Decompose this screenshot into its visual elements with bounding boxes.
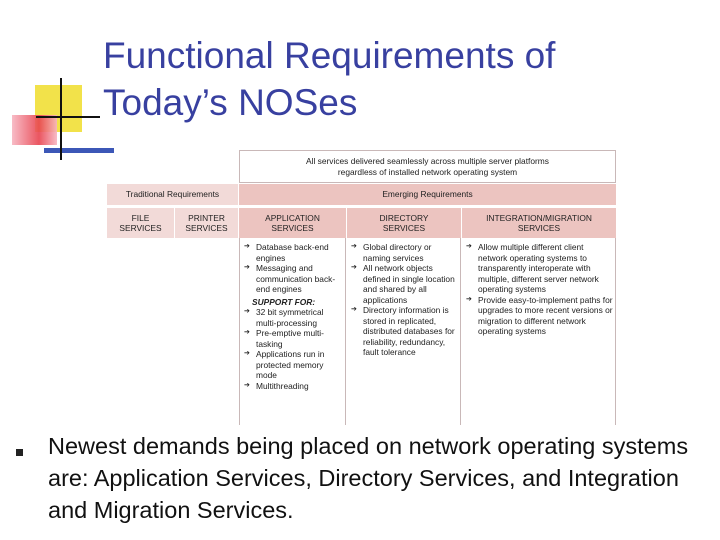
bullet-marker (16, 449, 23, 456)
list-item: ➔ Pre-emptive multi-tasking (244, 328, 343, 349)
header-line: DIRECTORY (379, 212, 429, 223)
traditional-requirements-header: Traditional Requirements (107, 184, 238, 205)
list-item: ➔ Messaging and communication back-end engines (244, 263, 343, 295)
header-line: SERVICES (185, 223, 228, 233)
slide-title-line-1: Functional Requirements of (103, 35, 556, 76)
list-item: ➔ Database back-end engines (244, 242, 343, 263)
list-item: ➔ Global directory or naming services (351, 242, 458, 263)
header-line: INTEGRATION/MIGRATION (486, 212, 592, 223)
header-line: APPLICATION (265, 212, 320, 223)
application-services-header (239, 208, 346, 238)
logo-vertical-line (60, 78, 62, 160)
list-item: ➔ Provide easy-to-implement paths for upgrades to more recent versions or migration to different network operating systems (466, 295, 613, 337)
list-item: ➔ Applications run in protected memory mode (244, 349, 343, 381)
support-for-label: SUPPORT FOR: (252, 296, 316, 307)
header-line: FILE (131, 212, 150, 223)
list-item: ➔ Directory information is stored in replicated, distributed databases for reliability, redundancy, fault tolerance (351, 305, 458, 358)
header-line: PRINTER (188, 212, 225, 223)
directory-services-header (347, 208, 461, 238)
header-line: SERVICES (517, 223, 561, 233)
figure-top-line-1: All services delivered seamlessly across multiple server platforms (306, 156, 549, 166)
integration-migration-services-header (462, 208, 616, 238)
list-item: ➔ Allow multiple different client network operating systems to transparently interoperate with multiple, different server network operating systems (466, 242, 613, 295)
list-item: ➔ Multithreading (244, 381, 343, 392)
header-line: SERVICES (119, 223, 162, 233)
bullet-text: Newest demands being placed on network operating systems are: Application Services, Directory Services, and Integration and Migration Services. (48, 433, 689, 523)
slide-logo (0, 0, 110, 170)
logo-pink-square (12, 115, 57, 145)
application-services-column (239, 238, 346, 425)
header-line: SERVICES (382, 223, 426, 233)
integration-migration-column (462, 238, 616, 425)
logo-horizontal-line (36, 116, 100, 118)
figure-top-banner (239, 150, 616, 183)
emerging-requirements-header: Emerging Requirements (239, 184, 616, 205)
printer-services-header (175, 208, 238, 238)
logo-blue-bar (44, 148, 114, 153)
slide-title (103, 32, 703, 126)
file-services-header (107, 208, 174, 238)
figure-top-line-2: regardless of installed network operating system (337, 166, 518, 177)
list-item: ➔ All network objects defined in single location and shared by all applications (351, 263, 458, 305)
directory-services-column (347, 238, 461, 425)
slide-title-line-2: Today’s NOSes (103, 82, 358, 123)
header-line: SERVICES (271, 223, 314, 233)
requirements-figure (107, 150, 616, 425)
list-item: ➔ 32 bit symmetrical multi-processing (244, 307, 343, 328)
